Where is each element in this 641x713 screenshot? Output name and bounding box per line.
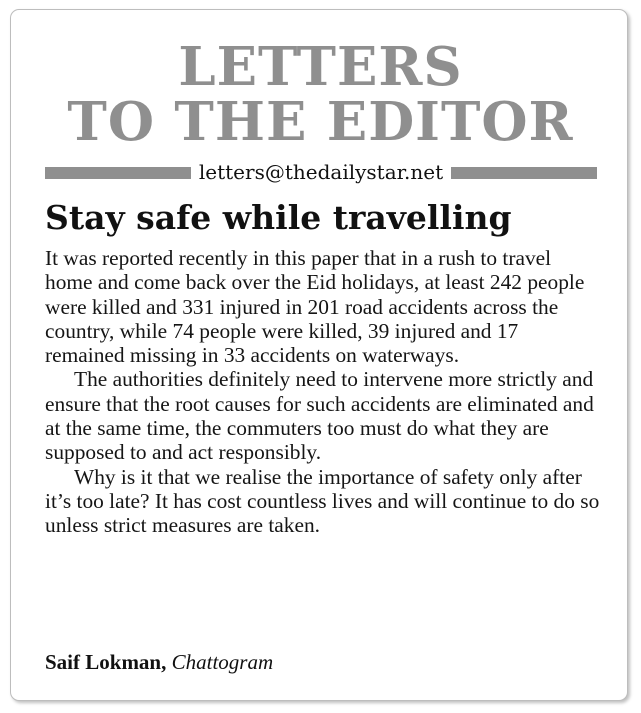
letter-paragraph: Why is it that we realise the importance of safety only after it’s too late? It has cost countless lives and will continue to do so unless strict measures are taken. (45, 464, 600, 538)
editor-email: letters@thedailystar.net (198, 160, 444, 184)
author-location: Chattogram (171, 650, 274, 674)
divider-bar-left (45, 167, 191, 179)
divider-bar-right (451, 167, 597, 179)
masthead-title-line2: TO THE EDITOR (67, 91, 574, 153)
letter-paragraph: The authorities definitely need to intervene more strictly and ensure that the root causes for such accidents are eliminated and at the same time, the commuters too must do what they are supposed to and act responsibly. (45, 367, 594, 465)
author-name: Saif Lokman, (45, 650, 167, 674)
letter-headline: Stay safe while travelling (45, 198, 512, 237)
letter-signature (45, 649, 273, 675)
masthead-title-line1: LETTERS (178, 36, 463, 98)
letter-body (45, 246, 600, 538)
letter-paragraph: It was reported recently in this paper that in a rush to travel home and come back over the Eid holidays, at least 242 people were killed and 331 injured in 201 road accidents across the country, while 74 people were killed, 39 injured and 17 remained missing in 33 accidents on waterways. (45, 246, 585, 368)
